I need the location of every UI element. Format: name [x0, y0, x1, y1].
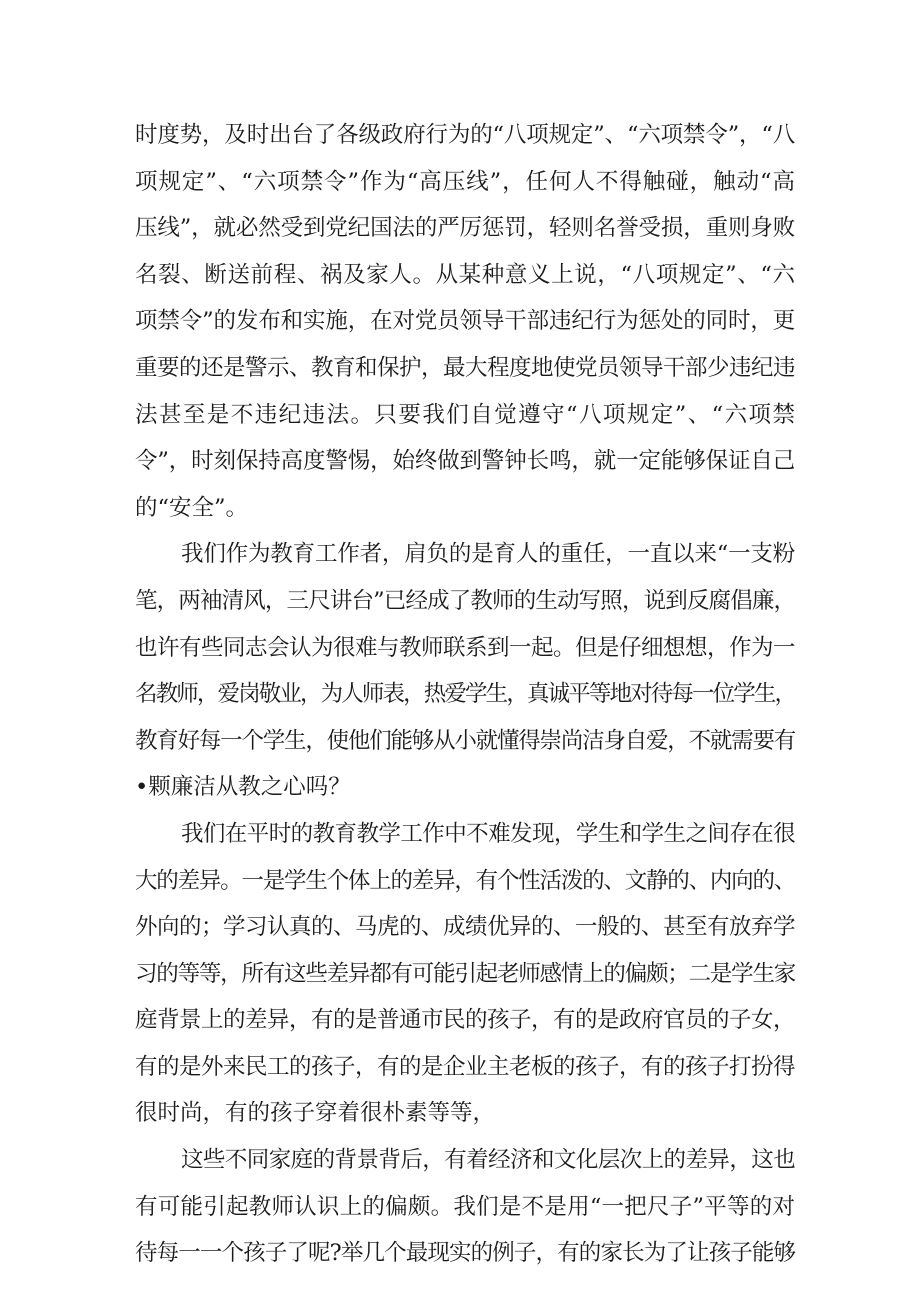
text-line: 很时尚，有的孩子穿着很朴素等等， [135, 1100, 496, 1127]
text-line: •颗廉洁从教之心吗？ [135, 774, 351, 801]
paragraph-4 [135, 1137, 795, 1277]
text-line: 项规定”、“六项禁令”作为“高压线”，任何人不得触碰，触动“高 [135, 168, 795, 195]
text-line: 也许有些同志会认为很难与教师联系到一起。但是仔细想想，作为一 [135, 634, 796, 661]
paragraph-2 [135, 531, 795, 811]
text-line: 压线”，就必然受到党纪国法的严厉惩罚，轻则名誉受损，重则身败 [135, 215, 795, 242]
text-line: 法甚至是不违纪违法。只要我们自觉遵守“八项规定”、“六项禁 [135, 401, 795, 428]
text-line: 名裂、断送前程、祸及家人。从某种意义上说，“八项规定”、“六 [135, 261, 795, 288]
paragraph-3 [135, 811, 795, 1137]
text-line: 大的差异。一是学生个体上的差异，有个性活泼的、文静的、内向的、 [135, 867, 795, 894]
text-line: 有的是外来民工的孩子，有的是企业主老板的孩子，有的孩子打扮得 [135, 1053, 796, 1080]
text-line: 的“安全”。 [135, 494, 249, 521]
paragraph-1 [135, 112, 795, 531]
text-line: 项禁令”的发布和实施，在对党员领导干部违纪行为惩处的同时，更 [135, 308, 795, 335]
text-line: 庭背景上的差异，有的是普通市民的孩子，有的是政府官员的子女， [135, 1007, 796, 1034]
text-line: 我们在平时的教育教学工作中不难发现，学生和学生之间存在很 [181, 820, 795, 847]
text-line: 这些不同家庭的背景背后，有着经济和文化层次上的差异，这也 [181, 1147, 795, 1174]
text-line: 令”，时刻保持高度警惕，始终做到警钟长鸣，就一定能够保证自己 [135, 448, 795, 475]
text-line: 名教师，爱岗敬业，为人师表，热爱学生，真诚平等地对待每一位学生， [135, 681, 795, 708]
text-line: 待每一一个孩子了呢?举几个最现实的例子，有的家长为了让孩子能够 [135, 1240, 795, 1267]
text-line: 时度势，及时出台了各级政府行为的“八项规定”、“六项禁令”，“八 [135, 122, 795, 148]
text-line: 笔，两袖清风，三尺讲台”已经成了教师的生动写照，说到反腐倡廉， [135, 587, 795, 614]
text-line: 有可能引起教师认识上的偏颇。我们是不是用“一把尺子”平等的对 [135, 1193, 795, 1220]
text-line: 外向的；学习认真的、马虎的、成绩优异的、一般的、甚至有放弃学 [135, 914, 796, 941]
document-body-text [135, 112, 795, 1277]
text-line: 我们作为教育工作者，肩负的是育人的重任，一直以来“一支粉 [181, 541, 795, 568]
text-line: 教育好每一个学生，使他们能够从小就懂得崇尚洁身自爱，不就需要有 [135, 727, 795, 754]
text-line: 重要的还是警示、教育和保护，最大程度地使党员领导干部少违纪违 [135, 354, 796, 381]
text-line: 习的等等，所有这些差异都有可能引起老师感情上的偏颇；二是学生家 [135, 960, 795, 987]
